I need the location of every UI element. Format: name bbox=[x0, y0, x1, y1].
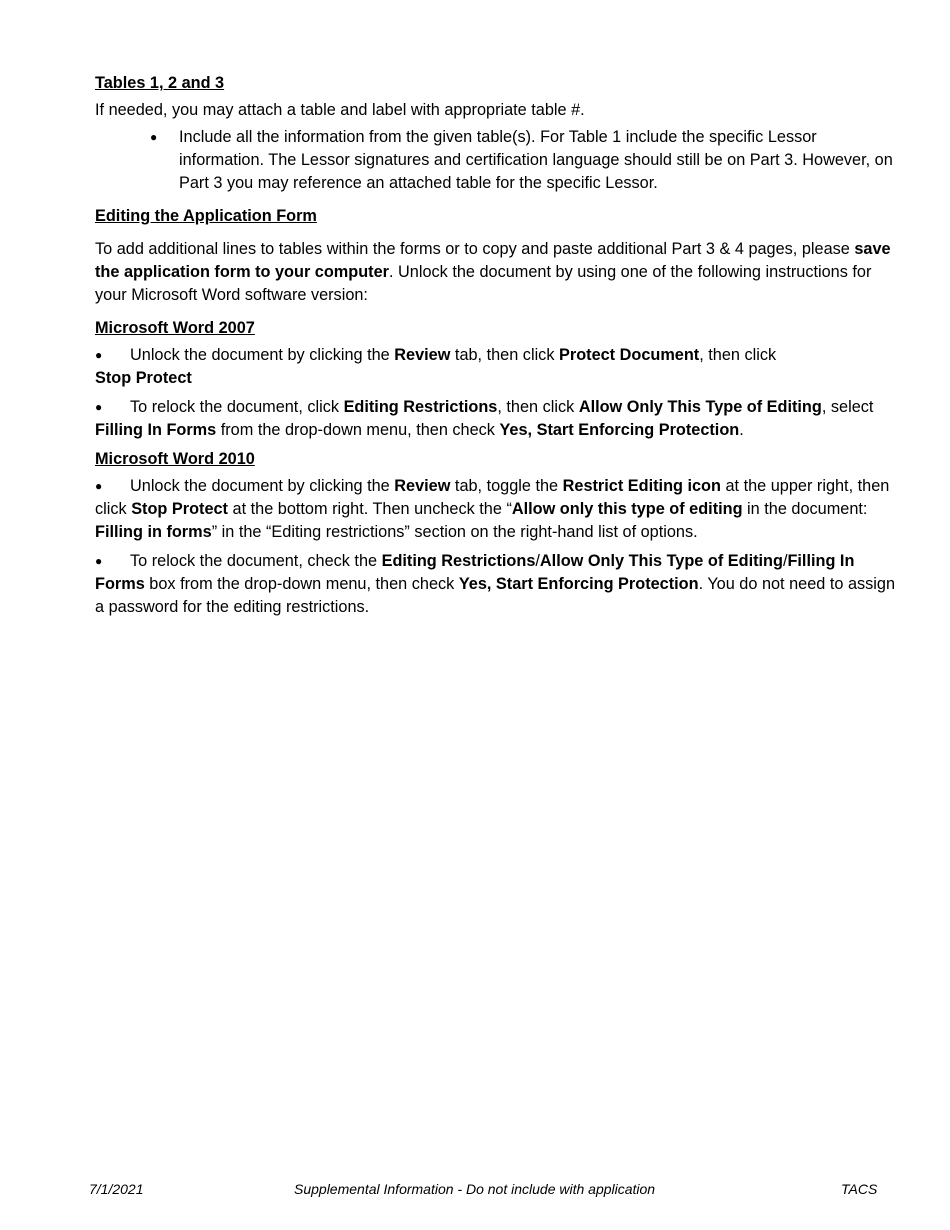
word2007-unlock-item: ● Unlock the document by clicking the Review tab, then click Protect Document, then click Stop Protect bbox=[95, 346, 777, 387]
word2010-heading: Microsoft Word 2010 bbox=[95, 450, 255, 468]
bullet-icon: ● bbox=[95, 479, 103, 493]
bullet-icon: ● bbox=[95, 348, 103, 362]
tables-heading: Tables 1, 2 and 3 bbox=[95, 74, 225, 92]
word2007-heading: Microsoft Word 2007 bbox=[95, 319, 255, 337]
editing-heading: Editing the Application Form bbox=[95, 207, 317, 225]
word2010-relock-item: ● To relock the document, check the Editing Restrictions/Allow Only This Type of Editing/Filling In Forms box from the drop-down menu, then check Yes, Start Enforcing Protection. You do not need to assign a password for the editing restrictions. bbox=[95, 552, 896, 616]
word2010-unlock-item: ● Unlock the document by clicking the Review tab, toggle the Restrict Editing icon at the upper right, then click Stop Protect at the bottom right. Then uncheck the “Allow only this type of editing in the document: Filling in forms” in the “Editing restrictions” section on the right-hand list of options. bbox=[95, 477, 890, 541]
tables-bullet bbox=[95, 126, 895, 195]
tables-bullet-text: Include all the information from the given table(s). For Table 1 include the specific Lessor information. The Lessor signatures and certification language should still be on Part 3. However, on Part 3 you may reference an attached table for the specific Lessor. bbox=[179, 128, 893, 192]
bullet-icon: ● bbox=[95, 400, 103, 414]
word2007-relock-item: ● To relock the document, click Editing Restrictions, then click Allow Only This Type of Editing, select Filling In Forms from the drop-down menu, then check Yes, Start Enforcing Protection. bbox=[95, 398, 874, 439]
editing-paragraph: To add additional lines to tables within the forms or to copy and paste additional Part 3 & 4 pages, please save the application form to your computer. Unlock the document by using one of the following instructions for your Microsoft Word software version: bbox=[95, 240, 891, 304]
bullet-icon: ● bbox=[95, 554, 103, 568]
footer-org: TACS bbox=[841, 1181, 878, 1197]
tables-intro: If needed, you may attach a table and label with appropriate table #. bbox=[95, 101, 585, 119]
bullet-icon: ● bbox=[150, 130, 158, 144]
footer-date: 7/1/2021 bbox=[89, 1181, 144, 1197]
footer-note: Supplemental Information - Do not include with application bbox=[294, 1181, 656, 1197]
document-body bbox=[95, 72, 895, 625]
